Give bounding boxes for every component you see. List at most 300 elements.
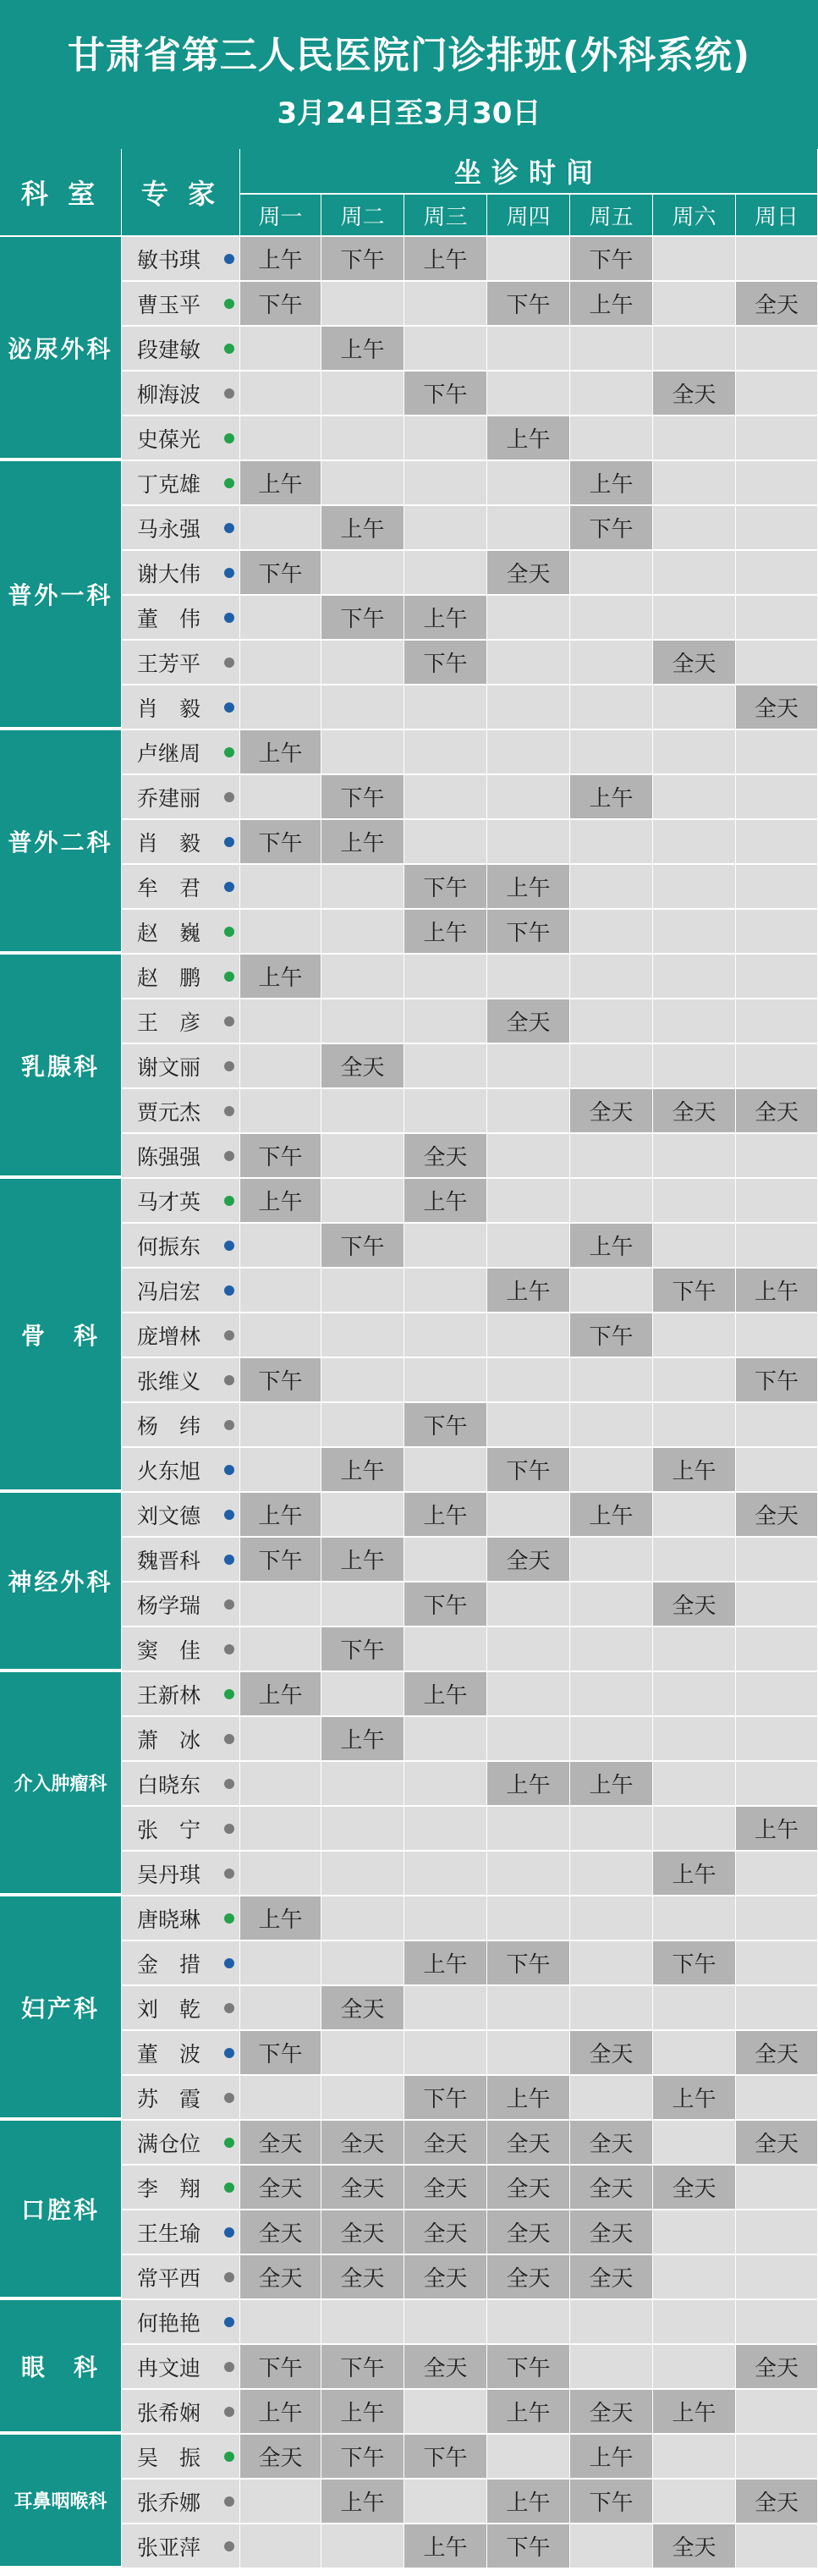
schedule-slot [404,1807,487,1852]
schedule-slot [404,1269,487,1313]
doctor-name: 火东旭 [137,1458,201,1483]
schedule-slot [487,1986,570,2031]
schedule-slot [487,685,570,730]
schedule-slot [653,999,736,1044]
schedule-slot [240,2480,321,2524]
schedule-slot: 上午 [487,2480,570,2524]
schedule-slot [404,1224,487,1269]
schedule-slot [736,237,818,282]
schedule-slot [653,955,736,999]
schedule-slot: 下午 [321,596,404,641]
doctor-cell [122,1582,240,1627]
schedule-slot [570,2076,653,2121]
day-header: 周二 [321,195,404,237]
schedule-slot [736,372,818,416]
schedule-slot [736,955,818,999]
doctor-name: 赵 鹏 [137,965,201,990]
schedule-slot: 上午 [570,2435,653,2480]
schedule-slot [240,1313,321,1358]
status-dot-icon [224,1869,234,1879]
schedule-slot [653,506,736,551]
schedule-slot [240,1717,321,1762]
schedule-slot: 上午 [404,596,487,641]
schedule-slot: 全天 [736,685,818,730]
doctor-name: 金 措 [137,1951,201,1977]
schedule-slot [404,685,487,730]
schedule-slot: 下午 [653,1941,736,1986]
schedule-slot: 上午 [240,461,321,506]
doctor-cell [122,1269,240,1313]
schedule-slot: 全天 [570,2166,653,2210]
schedule-slot [570,1627,653,1672]
schedule-slot [240,1941,321,1986]
doctor-cell [122,551,240,596]
schedule-slot [653,2345,736,2390]
schedule-slot [653,327,736,372]
schedule-slot [570,551,653,596]
schedule-slot [736,2166,818,2210]
doctor-name: 敏书琪 [137,247,201,272]
schedule-slot [570,1717,653,1762]
doctor-cell [122,1493,240,1538]
schedule-slot [653,1358,736,1403]
schedule-slot: 全天 [487,2166,570,2210]
status-dot-icon [224,2182,234,2193]
schedule-slot [487,1717,570,1762]
status-dot-icon [224,972,234,982]
doctor-name: 庞增林 [137,1324,201,1349]
status-dot-icon [224,1644,234,1654]
schedule-slot: 上午 [404,1493,487,1538]
doctor-name: 董 伟 [137,606,201,631]
doctor-name: 王新林 [137,1682,201,1708]
status-dot-icon [224,927,234,937]
schedule-slot [487,372,570,416]
schedule-slot: 全天 [321,1044,404,1089]
schedule-slot [736,1852,818,1896]
schedule-slot [653,1672,736,1717]
doctor-name: 董 波 [137,2041,201,2067]
schedule-slot: 上午 [240,1896,321,1941]
schedule-slot [404,820,487,865]
status-dot-icon [224,1599,234,1610]
schedule-slot: 全天 [736,2345,818,2390]
schedule-slot [404,1986,487,2031]
schedule-table [0,149,818,2576]
status-dot-icon [224,1555,234,1565]
schedule-slot: 上午 [321,506,404,551]
schedule-slot: 下午 [240,551,321,596]
schedule-slot: 全天 [570,2255,653,2300]
schedule-slot: 下午 [570,2480,653,2524]
schedule-slot [321,1807,404,1852]
schedule-slot [736,999,818,1044]
schedule-slot [736,1627,818,1672]
doctor-cell [122,2031,240,2076]
doctor-cell [122,1717,240,1762]
schedule-slot [653,2210,736,2255]
doctor-cell [122,1179,240,1224]
doctor-cell [122,1762,240,1807]
schedule-slot [570,2300,653,2345]
doctor-cell [122,1089,240,1134]
schedule-slot: 下午 [404,641,487,685]
schedule-slot: 全天 [487,999,570,1044]
schedule-slot: 下午 [487,910,570,955]
schedule-slot [240,1807,321,1852]
schedule-slot [653,282,736,327]
schedule-slot [736,1538,818,1582]
schedule-slot [240,416,321,461]
schedule-slot: 下午 [321,1224,404,1269]
status-dot-icon [224,882,234,892]
page-title: 甘肃省第三人民医院门诊排班(外科系统) [67,34,751,77]
schedule-slot: 下午 [240,1538,321,1582]
status-dot-icon [224,1689,234,1699]
schedule-slot [736,2210,818,2255]
schedule-slot: 上午 [240,1179,321,1224]
schedule-slot [736,416,818,461]
schedule-slot [404,1358,487,1403]
schedule-slot [321,1941,404,1986]
schedule-slot [404,1089,487,1134]
doctor-cell [122,1627,240,1672]
schedule-slot [487,1852,570,1896]
schedule-slot [404,1448,487,1493]
doctor-name: 唐晓琳 [137,1907,201,1932]
doctor-cell [122,1807,240,1852]
department-name: 泌尿外科 [0,237,122,461]
doctor-cell [122,910,240,955]
schedule-slot [653,1538,736,1582]
schedule-slot [570,1672,653,1717]
schedule-slot: 全天 [570,1089,653,1134]
schedule-slot: 全天 [653,641,736,685]
doctor-cell [122,461,240,506]
schedule-slot [736,910,818,955]
schedule-slot: 上午 [240,237,321,282]
status-dot-icon [224,1061,234,1071]
schedule-slot [321,282,404,327]
schedule-slot [570,1448,653,1493]
schedule-slot: 下午 [321,775,404,820]
schedule-slot: 下午 [240,282,321,327]
schedule-slot: 上午 [240,1672,321,1717]
schedule-slot: 全天 [736,2480,818,2524]
department-name: 耳鼻咽喉科 [0,2435,122,2569]
schedule-slot [321,372,404,416]
schedule-slot [736,1896,818,1941]
doctor-cell [122,955,240,999]
schedule-slot [736,775,818,820]
schedule-slot [570,730,653,775]
schedule-slot: 全天 [653,1582,736,1627]
status-dot-icon [224,2317,234,2327]
schedule-slot: 下午 [321,237,404,282]
department-name: 介入肿瘤科 [0,1672,122,1896]
schedule-slot [487,1493,570,1538]
schedule-slot: 下午 [487,2524,570,2569]
schedule-slot: 下午 [570,506,653,551]
schedule-slot: 全天 [736,1493,818,1538]
doctor-cell [122,1044,240,1089]
schedule-slot: 下午 [240,1358,321,1403]
schedule-slot: 全天 [736,282,818,327]
schedule-slot: 全天 [487,2255,570,2300]
schedule-slot [240,2524,321,2569]
schedule-slot: 全天 [487,1538,570,1582]
schedule-slot [736,2390,818,2435]
status-dot-icon [224,2272,234,2282]
doctor-cell [122,865,240,910]
schedule-slot: 上午 [321,820,404,865]
doctor-cell [122,1896,240,1941]
schedule-slot [321,461,404,506]
schedule-slot [321,1672,404,1717]
schedule-slot [736,1762,818,1807]
doctor-cell [122,237,240,282]
schedule-slot [570,1358,653,1403]
doctor-name: 何振东 [137,1234,201,1259]
schedule-slot [570,1538,653,1582]
status-dot-icon [224,792,234,802]
schedule-slot: 上午 [653,2390,736,2435]
schedule-slot [653,1403,736,1448]
schedule-slot [240,1852,321,1896]
status-dot-icon [224,1913,234,1924]
schedule-slot: 上午 [570,282,653,327]
schedule-slot [487,1807,570,1852]
schedule-slot [487,461,570,506]
schedule-slot [736,1986,818,2031]
schedule-slot: 上午 [404,1941,487,1986]
status-dot-icon [224,1420,234,1430]
schedule-slot: 上午 [321,1448,404,1493]
schedule-slot [653,461,736,506]
schedule-slot: 上午 [570,461,653,506]
status-dot-icon [224,747,234,757]
schedule-slot: 下午 [570,237,653,282]
schedule-slot: 全天 [321,1986,404,2031]
schedule-slot [487,1134,570,1179]
doctor-cell [122,685,240,730]
schedule-slot [653,2121,736,2166]
doctor-cell [122,372,240,416]
doctor-cell [122,730,240,775]
schedule-slot: 全天 [321,2210,404,2255]
schedule-slot [653,1807,736,1852]
status-dot-icon [224,1196,234,1206]
schedule-slot [321,955,404,999]
schedule-slot: 全天 [404,2345,487,2390]
schedule-slot: 上午 [404,237,487,282]
schedule-slot [404,955,487,999]
doctor-name: 王 彦 [137,1010,201,1035]
doctor-cell [122,1358,240,1403]
doctor-cell [122,1448,240,1493]
schedule-slot: 下午 [404,2435,487,2480]
schedule-slot [736,1448,818,1493]
doctor-name: 窦 佳 [137,1638,201,1663]
schedule-slot: 全天 [240,2166,321,2210]
schedule-slot: 下午 [321,1627,404,1672]
schedule-slot: 上午 [321,327,404,372]
schedule-slot: 上午 [570,1224,653,1269]
schedule-slot: 上午 [570,1762,653,1807]
schedule-slot [404,282,487,327]
schedule-slot: 上午 [321,1717,404,1762]
schedule-slot [653,730,736,775]
doctor-name: 吴 振 [137,2445,201,2470]
schedule-slot [240,685,321,730]
doctor-name: 张亚萍 [137,2535,201,2560]
doctor-cell [122,506,240,551]
schedule-slot [653,820,736,865]
status-dot-icon [224,1285,234,1296]
status-dot-icon [224,478,234,488]
schedule-slot: 全天 [487,551,570,596]
schedule-slot [570,372,653,416]
schedule-slot: 下午 [487,1448,570,1493]
doctor-name: 史葆光 [137,427,201,452]
schedule-slot: 下午 [487,1941,570,1986]
doctor-name: 肖 毅 [137,830,201,856]
schedule-slot: 上午 [404,1672,487,1717]
status-dot-icon [224,2093,234,2103]
doctor-cell [122,2390,240,2435]
schedule-slot [404,999,487,1044]
schedule-slot: 下午 [653,1269,736,1313]
department-name: 骨 科 [0,1179,122,1493]
doctor-name: 常平西 [137,2265,201,2291]
schedule-slot: 下午 [240,820,321,865]
schedule-slot [487,775,570,820]
day-header: 周三 [404,195,487,237]
status-dot-icon [224,1375,234,1385]
schedule-slot: 全天 [240,2435,321,2480]
status-dot-icon [224,254,234,264]
schedule-slot [240,1089,321,1134]
status-dot-icon [224,299,234,309]
schedule-slot [487,1627,570,1672]
schedule-slot [570,416,653,461]
schedule-slot: 下午 [404,1403,487,1448]
schedule-slot: 上午 [404,910,487,955]
doctor-cell [122,2121,240,2166]
doctor-cell [122,416,240,461]
schedule-slot [240,1044,321,1089]
doctor-name: 满仓位 [137,2131,201,2156]
schedule-slot [653,1493,736,1538]
schedule-slot: 上午 [321,1538,404,1582]
schedule-slot [736,2435,818,2480]
schedule-slot [653,1224,736,1269]
schedule-slot: 上午 [321,2390,404,2435]
status-dot-icon [224,1510,234,1520]
schedule-slot: 下午 [240,2345,321,2390]
doctor-name: 丁克雄 [137,471,201,497]
doctor-cell [122,1134,240,1179]
schedule-slot: 全天 [736,1089,818,1134]
status-dot-icon [224,1241,234,1251]
schedule-slot: 上午 [240,955,321,999]
schedule-slot: 上午 [487,2076,570,2121]
schedule-slot [570,910,653,955]
schedule-slot [240,641,321,685]
schedule-slot: 全天 [404,2121,487,2166]
schedule-slot [487,2435,570,2480]
department-name: 普外一科 [0,461,122,730]
schedule-slot [321,1089,404,1134]
schedule-slot [570,1269,653,1313]
column-header-department: 科 室 [0,149,122,237]
schedule-slot [736,2300,818,2345]
schedule-slot [736,506,818,551]
schedule-slot [570,999,653,1044]
schedule-slot: 上午 [404,2524,487,2569]
schedule-slot [653,2435,736,2480]
schedule-slot [487,506,570,551]
doctor-cell [122,2480,240,2524]
doctor-name: 乔建丽 [137,785,201,811]
status-dot-icon [224,2138,234,2148]
schedule-slot: 全天 [653,372,736,416]
doctor-name: 刘 乾 [137,1996,201,2022]
schedule-slot [240,1269,321,1313]
schedule-slot [570,1134,653,1179]
schedule-slot: 下午 [404,372,487,416]
doctor-name: 贾元杰 [137,1099,201,1125]
schedule-slot: 上午 [487,865,570,910]
doctor-name: 吴丹琪 [137,1862,201,1887]
doctor-cell [122,2210,240,2255]
doctor-cell [122,2435,240,2480]
status-dot-icon [224,2496,234,2507]
status-dot-icon [224,1779,234,1789]
schedule-slot [240,865,321,910]
schedule-slot [570,641,653,685]
schedule-slot: 上午 [240,1493,321,1538]
schedule-slot [570,1403,653,1448]
schedule-slot [653,865,736,910]
schedule-slot [653,237,736,282]
schedule-slot [487,955,570,999]
schedule-slot [240,327,321,372]
doctor-name: 赵 巍 [137,920,201,945]
status-dot-icon [224,1151,234,1161]
doctor-cell [122,1224,240,1269]
schedule-slot: 下午 [240,2031,321,2076]
schedule-slot [736,641,818,685]
schedule-slot [653,1134,736,1179]
schedule-slot: 上午 [487,1762,570,1807]
schedule-slot [487,1896,570,1941]
schedule-slot [487,1403,570,1448]
schedule-slot [653,1179,736,1224]
schedule-slot [321,1403,404,1448]
doctor-name: 陈强强 [137,1144,201,1170]
schedule-slot [653,2480,736,2524]
schedule-slot [570,955,653,999]
schedule-slot [487,327,570,372]
schedule-slot [736,1224,818,1269]
schedule-slot [736,1313,818,1358]
schedule-slot [487,1313,570,1358]
schedule-slot [487,1672,570,1717]
doctor-cell [122,2524,240,2569]
status-dot-icon [224,702,234,713]
schedule-slot [404,2390,487,2435]
